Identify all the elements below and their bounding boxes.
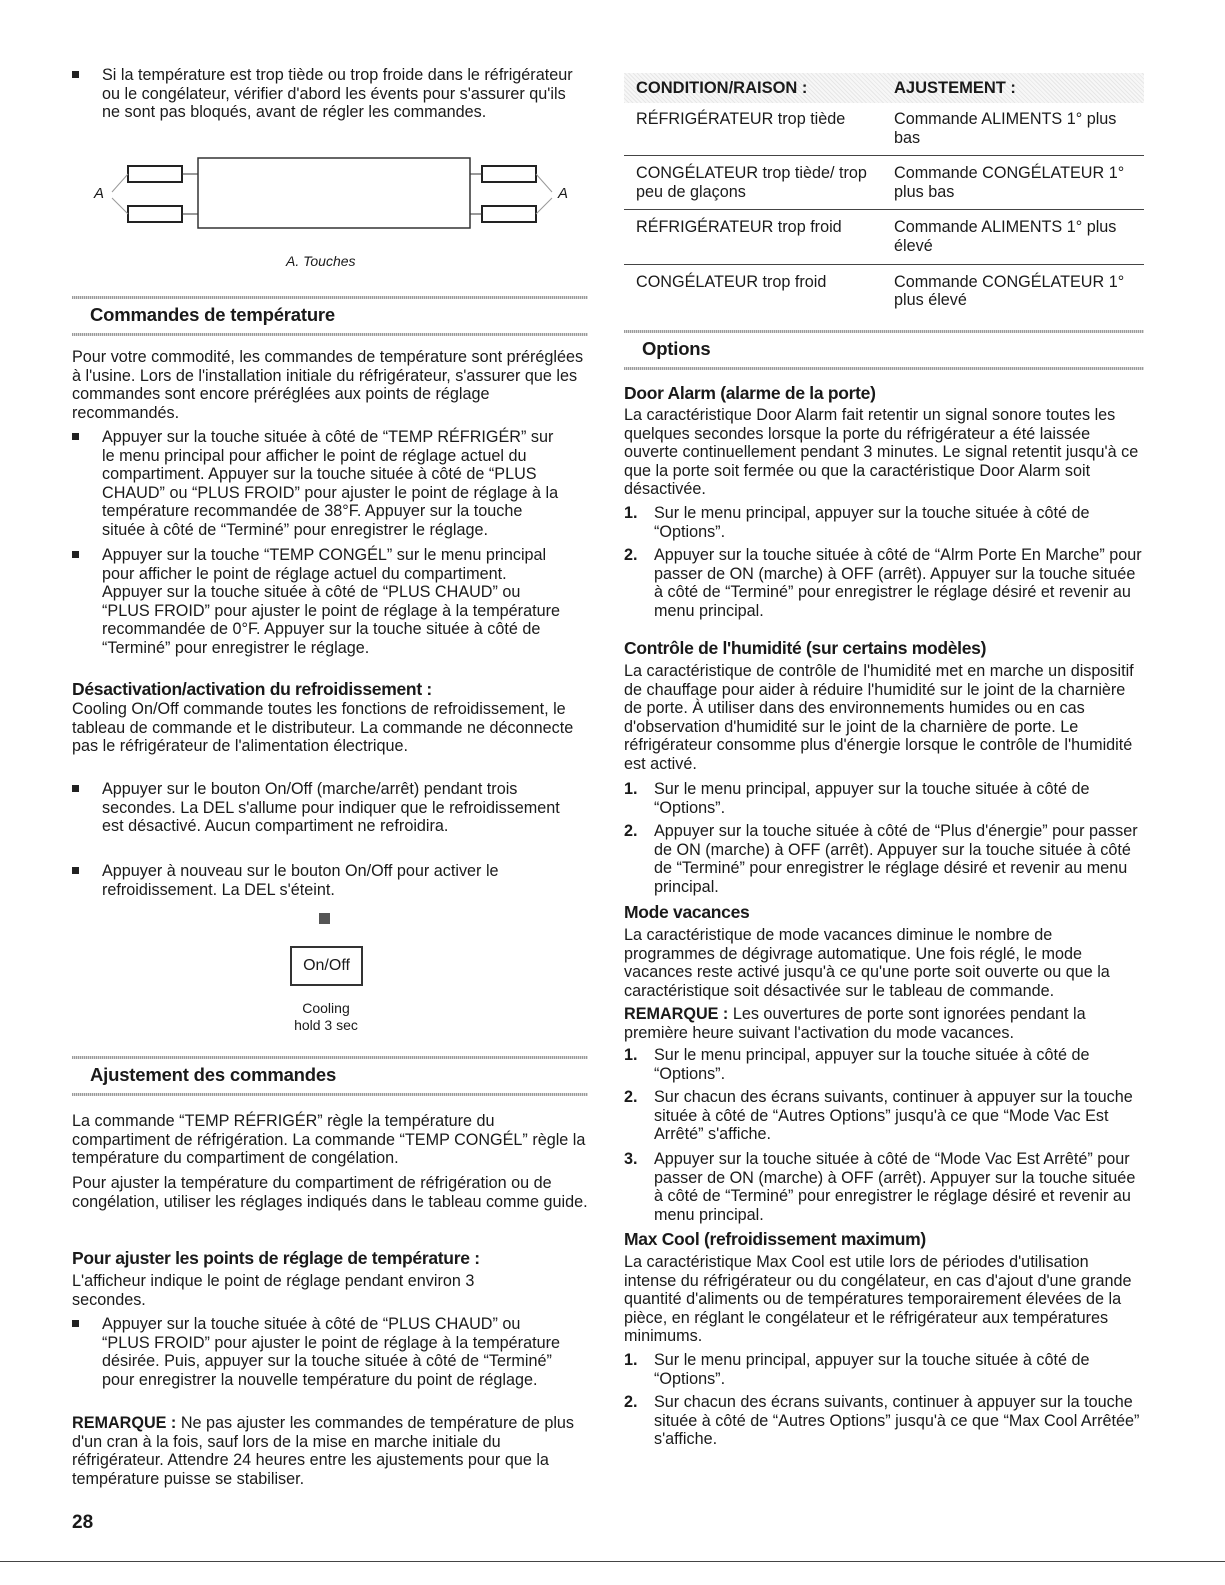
page-number: 28 xyxy=(72,1512,94,1533)
key-bottom-left xyxy=(128,206,182,222)
key-top-right xyxy=(482,166,536,182)
door-step-1: 1. Sur le menu principal, appuyer sur la touche située à côté de “Options”. xyxy=(624,504,1090,541)
door-alarm-heading: Door Alarm (alarme de la porte) xyxy=(624,383,876,403)
diagram-label-a-left: A xyxy=(94,185,105,202)
setpoints-note: REMARQUE : Ne pas ajuster les commandes de température de plus d'un cran à la fois, sauf lors de la mise en marche initiale du réfrigérateur. Attendre 24 heures entre les ajustements pour que la température puisse se stabiliser. xyxy=(72,1414,575,1488)
door-alarm-p: La caractéristique Door Alarm fait retentir un signal sonore toutes les quelques secondes lorsque la porte du réfrigérateur a été laissée ouverte continuellement pendant 3 minutes. Le signal retentit jusqu'à ce que la porte soit fermée ou que la caractéristique Door Alarm soit désactivée. xyxy=(624,406,1139,499)
bullet-marker xyxy=(72,71,79,78)
temp-intro: Pour votre commodité, les commandes de température sont préréglées à l'usine. Lors de l'installation initiale du réfrigérateur, s'assurer que les commandes sont encore préréglées aux points de réglage recommandés. xyxy=(72,348,584,422)
setpoints-heading: Pour ajuster les points de réglage de température : xyxy=(72,1248,480,1268)
maxcool-step-2: 2. Sur chacun des écrans suivants, continuer à appuyer sur la touche située à côté de “Autres Options” jusqu'à ce que “Max Cool Arrêtée” s'affiche. xyxy=(624,1393,1140,1449)
setpoints-bullet-1: Appuyer sur la touche située à côté de “PLUS CHAUD” ou “PLUS FROID” pour ajuster le point de réglage à la température désirée. Puis, appuyer sur la touche située à côté de “Terminé” pour enregistrer la nouvelle température du point de réglage. xyxy=(72,1315,562,1389)
door-step-2: 2. Appuyer sur la touche située à côté de “Alrm Porte En Marche” pour passer de ON (marche) à OFF (arrêt). Appuyer sur la touche située à côté de “Terminé” pour enregistrer le réglage désiré et revenir au menu principal. xyxy=(624,546,1142,620)
adjust-table xyxy=(624,104,1144,318)
vacation-p: La caractéristique de mode vacances diminue le nombre de programmes de dégivrage automatique. Une fois réglé, le mode vacances reste activé jusqu'à ce qu'une porte soit ouverte ou que la caractéristique soit désactivée sur le tableau de commande. xyxy=(624,926,1110,1000)
section-header-temperature xyxy=(72,296,588,336)
section-title: Ajustement des commandes xyxy=(90,1064,337,1085)
cooling-bullet-1: Appuyer sur le bouton On/Off (marche/arrêt) pendant trois secondes. La DEL s'allume pour indiquer que le refroidissement est désactivé. Aucun compartiment ne refroidira. xyxy=(72,780,562,836)
bottom-rule xyxy=(0,1561,1225,1562)
intro-bullet: Si la température est trop tiède ou trop froide dans le réfrigérateur ou le congélateur, vérifier d'abord les évents pour s'assurer qu'ils ne sont pas bloqués, avant de régler les commandes. xyxy=(72,66,588,122)
section-title: Options xyxy=(642,338,711,359)
humidity-heading: Contrôle de l'humidité (sur certains modèles) xyxy=(624,638,987,658)
section-header-adjust xyxy=(72,1056,588,1096)
key-bottom-right xyxy=(482,206,536,222)
control-panel-diagram xyxy=(72,150,588,250)
cooling-heading: Désactivation/activation du refroidissement : xyxy=(72,679,432,699)
cooling-intro: Cooling On/Off commande toutes les fonctions de refroidissement, le tableau de commande et le distributeur. La commande ne déconnecte pas le réfrigérateur de l'alimentation électrique. xyxy=(72,700,574,756)
vacation-step-3: 3. Appuyer sur la touche située à côté de “Mode Vac Est Arrêté” pour passer de ON (marche) à OFF (arrêt). Appuyer sur la touche située à côté de “Terminé” pour enregistrer le réglage désiré et revenir au menu principal. xyxy=(624,1150,1136,1224)
adjust-p1: La commande “TEMP RÉFRIGÉR” règle la température du compartiment de réfrigération. La commande “TEMP CONGÉL” règle la température du compartiment de congélation. xyxy=(72,1112,586,1168)
table-row: RÉFRIGÉRATEUR trop tiède Commande ALIMENTS 1° plus bas xyxy=(624,104,1144,156)
led-indicator xyxy=(319,913,330,924)
maxcool-step-1: 1. Sur le menu principal, appuyer sur la touche située à côté de “Options”. xyxy=(624,1351,1090,1388)
section-title: Commandes de température xyxy=(90,304,336,325)
humidity-step-2: 2. Appuyer sur la touche située à côté de “Plus d'énergie” pour passer de ON (marche) à OFF (arrêt). Appuyer sur la touche située à côté de “Terminé” pour enregistrer le réglage désiré et revenir au menu principal. xyxy=(624,822,1138,896)
cooling-bullet-2: Appuyer à nouveau sur le bouton On/Off pour activer le refroidissement. La DEL s'éteint. xyxy=(72,862,562,899)
humidity-step-1: 1. Sur le menu principal, appuyer sur la touche située à côté de “Options”. xyxy=(624,780,1090,817)
vacation-note: REMARQUE : Les ouvertures de porte sont ignorées pendant la première heure suivant l'activation du mode vacances. xyxy=(624,1005,1086,1042)
setpoints-p1: L'afficheur indique le point de réglage pendant environ 3 secondes. xyxy=(72,1272,475,1309)
table-row: RÉFRIGÉRATEUR trop froid Commande ALIMENTS 1° plus élevé xyxy=(624,210,1144,264)
vacation-step-1: 1. Sur le menu principal, appuyer sur la touche située à côté de “Options”. xyxy=(624,1046,1090,1083)
temp-bullet-1: Appuyer sur la touche située à côté de “TEMP RÉFRIGÉR” sur le menu principal pour afficher le point de réglage actuel du compartiment. Appuyer sur la touche située à côté de “PLUS CHAUD” ou “PLUS FROID” pour ajuster le point de réglage à la température recommandée de 38°F. Appuyer sur la touche située à côté de “Terminé” pour enregistrer le réglage. xyxy=(72,428,562,540)
maxcool-heading: Max Cool (refroidissement maximum) xyxy=(624,1229,926,1249)
vacation-heading: Mode vacances xyxy=(624,902,750,922)
temp-bullet-2: Appuyer sur la touche “TEMP CONGÉL” sur le menu principal pour afficher le point de réglage actuel du compartiment. Appuyer sur la touche située à côté de “PLUS CHAUD” ou “PLUS FROID” pour ajuster le point de réglage à la température recommandée de 0°F. Appuyer sur la touche située à côté de “Terminé” pour enregistrer le réglage. xyxy=(72,546,562,658)
vacation-step-2: 2. Sur chacun des écrans suivants, continuer à appuyer sur la touche située à côté de “Autres Options” jusqu'à ce que “Mode Vac Est Arrêté” s'affiche. xyxy=(624,1088,1133,1144)
cooling-caption: Cooling hold 3 sec xyxy=(294,1000,358,1033)
key-top-left xyxy=(128,166,182,182)
table-header-adjust: AJUSTEMENT : xyxy=(894,79,1016,97)
diagram-label-a-right: A xyxy=(558,185,569,202)
section-header-options xyxy=(624,330,1144,370)
table-header xyxy=(624,73,1144,103)
diagram-caption: A. Touches xyxy=(286,253,356,269)
maxcool-p: La caractéristique Max Cool est utile lors de périodes d'utilisation intense du réfrigérateur ou du congélateur, en cas d'ajout d'une grande quantité d'aliments ou de températures temporairement élevées de la pièce, en réglant le congélateur et le réfrigérateur aux températures minimums. xyxy=(624,1253,1132,1346)
table-header-condition: CONDITION/RAISON : xyxy=(636,79,808,97)
humidity-p: La caractéristique de contrôle de l'humidité met en marche un dispositif de chauffage pour aider à réduire l'humidité sur le joint de la charnière de porte. À utiliser dans des environnements humides ou en cas d'observation d'humidité sur le joint de la charnière de porte. Le réfrigérateur consomme plus d'énergie lorsque le contrôle de l'humidité est activé. xyxy=(624,662,1134,773)
adjust-p2: Pour ajuster la température du compartiment de réfrigération ou de congélation, utiliser les réglages indiqués dans le tableau comme guide. xyxy=(72,1174,588,1211)
table-row: CONGÉLATEUR trop froid Commande CONGÉLATEUR 1° plus élevé xyxy=(636,272,1125,310)
on-off-button[interactable]: On/Off xyxy=(290,946,363,986)
table-row: CONGÉLATEUR trop tiède/ trop peu de glaçons Commande CONGÉLATEUR 1° plus bas xyxy=(624,156,1144,210)
